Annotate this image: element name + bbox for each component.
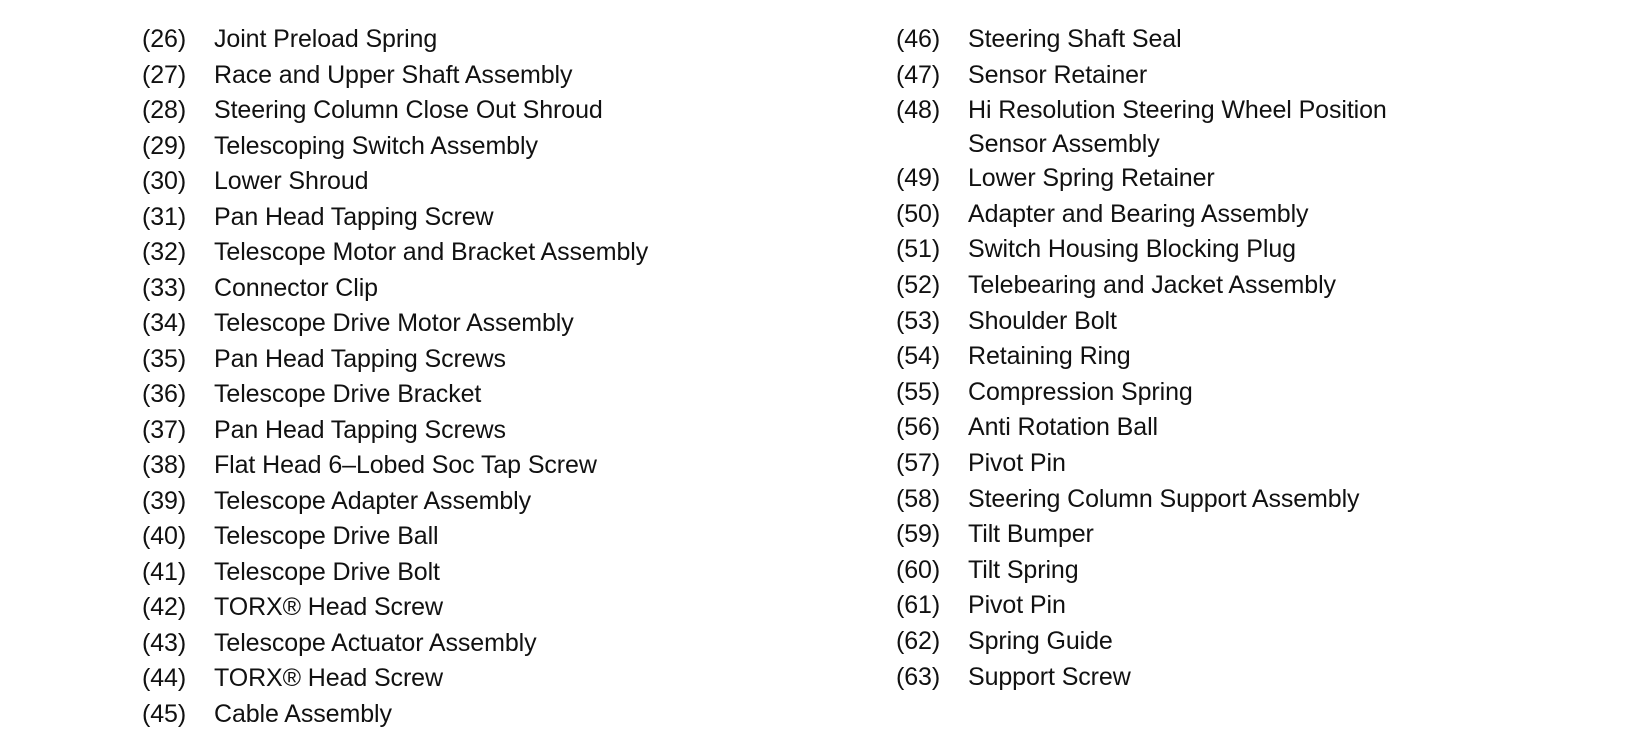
- item-number: (61): [896, 591, 941, 620]
- item-number: (53): [896, 306, 941, 335]
- parts-list-item: [142, 129, 842, 165]
- item-number: (47): [896, 60, 941, 89]
- parts-list-item: [142, 22, 842, 58]
- item-label: Joint Preload Spring: [214, 25, 438, 53]
- item-number: (29): [142, 131, 187, 160]
- parts-list-item: [896, 232, 1616, 268]
- item-label: Telescope Motor and Bracket Assembly: [214, 238, 649, 266]
- item-label: Race and Upper Shaft Assembly: [214, 60, 573, 89]
- item-number: (51): [896, 235, 941, 264]
- parts-list-item: [142, 448, 842, 484]
- item-number: (41): [142, 557, 187, 586]
- item-number: (34): [142, 309, 187, 337]
- parts-list-item: [896, 22, 1616, 58]
- parts-list-item: [142, 626, 842, 662]
- item-number: (58): [896, 484, 941, 513]
- item-number: (33): [142, 273, 187, 302]
- item-label: Steering Column Close Out Shroud: [214, 96, 603, 124]
- item-number: (45): [142, 699, 187, 728]
- item-number: (49): [896, 164, 941, 193]
- item-number: (54): [896, 342, 941, 371]
- item-number: (31): [142, 202, 187, 231]
- parts-list-item: [896, 553, 1616, 589]
- parts-list-item: [142, 58, 842, 94]
- item-number: (36): [142, 380, 187, 408]
- item-label: Tilt Bumper: [968, 520, 1094, 549]
- parts-list-item: [142, 235, 842, 271]
- item-number: (63): [896, 662, 941, 691]
- item-number: (48): [896, 96, 941, 125]
- item-label: Hi Resolution Steering Wheel Position Sensor Assembly: [968, 96, 1387, 159]
- item-label: Compression Spring: [968, 377, 1193, 406]
- parts-list-item: [896, 588, 1616, 624]
- item-number: (62): [896, 626, 941, 655]
- item-label: Sensor Retainer: [968, 60, 1148, 89]
- parts-list-item: [142, 164, 842, 200]
- parts-list-item: [142, 306, 842, 342]
- parts-list-item: [142, 342, 842, 378]
- parts-list-item: [896, 517, 1616, 553]
- item-number: (28): [142, 96, 187, 124]
- item-label: Cable Assembly: [214, 699, 392, 728]
- item-label: Spring Guide: [968, 626, 1113, 655]
- item-number: (46): [896, 25, 941, 53]
- parts-list-item: [896, 410, 1616, 446]
- item-number: (42): [142, 593, 187, 621]
- item-label: Pivot Pin: [968, 448, 1066, 477]
- item-number: (30): [142, 167, 187, 195]
- parts-list-item: [142, 661, 842, 697]
- parts-list-item: [142, 271, 842, 307]
- parts-list-item: [142, 413, 842, 449]
- item-label: Telescope Adapter Assembly: [214, 486, 532, 515]
- parts-list-item: [142, 697, 842, 733]
- item-label: Pan Head Tapping Screws: [214, 344, 506, 373]
- parts-list-item: [896, 339, 1616, 375]
- parts-list-item: [896, 93, 1616, 161]
- item-number: (37): [142, 415, 187, 444]
- item-number: (50): [896, 199, 941, 228]
- item-label: Support Screw: [968, 662, 1131, 691]
- item-number: (40): [142, 522, 187, 550]
- item-number: (52): [896, 270, 941, 299]
- item-number: (60): [896, 555, 941, 584]
- item-number: (56): [896, 413, 941, 442]
- parts-list-item: [896, 482, 1616, 518]
- item-label: Lower Shroud: [214, 167, 369, 195]
- item-label: Telescope Drive Bolt: [214, 557, 440, 586]
- item-number: (59): [896, 520, 941, 549]
- item-label: Telescope Drive Motor Assembly: [214, 309, 574, 337]
- item-label: TORX® Head Screw: [214, 664, 443, 692]
- item-label: Telescope Drive Bracket: [214, 380, 482, 408]
- item-label: Telescope Drive Ball: [214, 522, 439, 550]
- parts-list-item: [896, 161, 1616, 197]
- item-label: Pan Head Tapping Screw: [214, 202, 494, 231]
- item-label: Anti Rotation Ball: [968, 413, 1158, 442]
- parts-list-item: [896, 624, 1616, 660]
- item-label: Tilt Spring: [968, 555, 1079, 584]
- parts-list-left-column: [142, 22, 842, 732]
- parts-list-item: [142, 590, 842, 626]
- item-number: (26): [142, 25, 187, 53]
- parts-list-item: [896, 197, 1616, 233]
- item-label: Pivot Pin: [968, 591, 1066, 620]
- parts-list-item: [896, 304, 1616, 340]
- item-number: (55): [896, 377, 941, 406]
- parts-list-item: [896, 446, 1616, 482]
- item-number: (32): [142, 238, 187, 266]
- parts-list-item: [896, 375, 1616, 411]
- parts-list-item: [142, 555, 842, 591]
- parts-list-item: [142, 377, 842, 413]
- parts-list-item: [142, 484, 842, 520]
- item-label: Telescope Actuator Assembly: [214, 628, 537, 657]
- item-label: Switch Housing Blocking Plug: [968, 235, 1296, 264]
- item-number: (38): [142, 451, 187, 479]
- item-label: Adapter and Bearing Assembly: [968, 199, 1309, 228]
- item-number: (43): [142, 628, 187, 657]
- item-label: Flat Head 6–Lobed Soc Tap Screw: [214, 451, 597, 479]
- parts-list-item: [142, 93, 842, 129]
- item-number: (35): [142, 344, 187, 373]
- item-number: (44): [142, 664, 187, 692]
- parts-list-item: [142, 519, 842, 555]
- item-label: Shoulder Bolt: [968, 306, 1117, 335]
- item-label: Retaining Ring: [968, 342, 1131, 371]
- item-number: (27): [142, 60, 187, 89]
- item-label: Pan Head Tapping Screws: [214, 415, 506, 444]
- item-label: Steering Column Support Assembly: [968, 484, 1360, 513]
- item-label: Lower Spring Retainer: [968, 164, 1215, 193]
- parts-list-item: [896, 268, 1616, 304]
- item-label: Telebearing and Jacket Assembly: [968, 270, 1336, 299]
- item-label: TORX® Head Screw: [214, 593, 443, 621]
- item-label: Steering Shaft Seal: [968, 25, 1182, 53]
- item-label: Connector Clip: [214, 273, 378, 302]
- parts-list-right-column: [896, 22, 1616, 695]
- item-number: (39): [142, 486, 187, 515]
- parts-list-item: [896, 660, 1616, 696]
- item-label: Telescoping Switch Assembly: [214, 131, 538, 160]
- item-number: (57): [896, 448, 941, 477]
- parts-list-item: [142, 200, 842, 236]
- parts-list-item: [896, 58, 1616, 94]
